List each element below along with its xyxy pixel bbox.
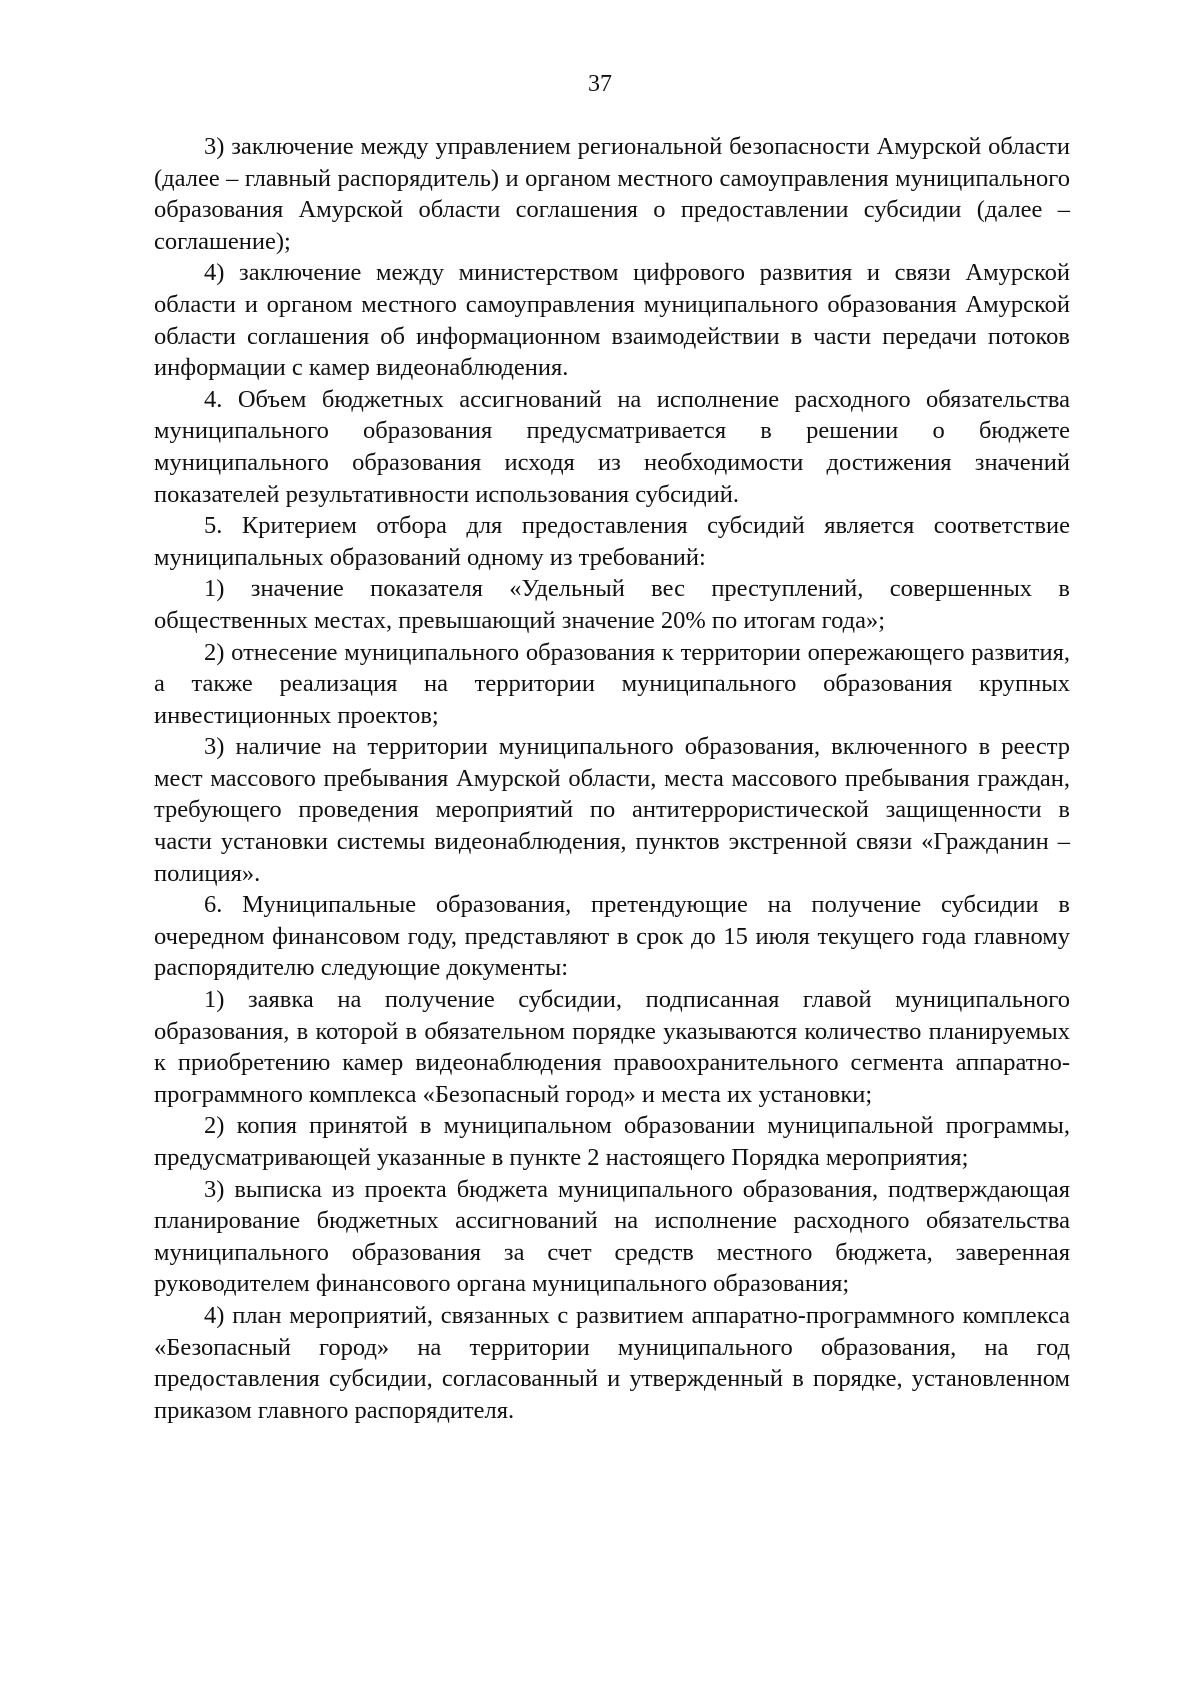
paragraph-criterion-crime-share: 1) значение показателя «Удельный вес преступлений, совершенных в общественных местах, превышающий значение 20% по итогам года»; [154, 575, 1070, 634]
paragraph-document-action-plan: 4) план мероприятий, связанных с развитием аппаратно-программного комплекса «Безопасный город» на территории муниципального образования, на год предоставления субсидии, согласованный и утвержденный в порядке, установленном приказом главного распорядителя. [154, 1301, 1070, 1424]
paragraph-criterion-advanced-development: 2) отнесение муниципального образования к территории опережающего развития, а также реализация на территории муниципального образования крупных инвестиционных проектов; [154, 638, 1070, 729]
paragraph-document-budget-extract: 3) выписка из проекта бюджета муниципального образования, подтверждающая планирование бюджетных ассигнований на исполнение расходного обязательства муниципального образования за счет средств местного бюджета, заверенная руководителем финансового органа муниципального образования; [154, 1175, 1070, 1298]
paragraph-budget-allocations: 4. Объем бюджетных ассигнований на исполнение расходного обязательства муниципального образования предусматривается в решении о бюджете муниципального образования исходя из необходимости достижения значений показателей результативности использования субсидий. [154, 385, 1070, 508]
paragraph-document-application: 1) заявка на получение субсидии, подписанная главой муниципального образования, в которой в обязательном порядке указываются количество планируемых к приобретению камер видеонаблюдения правоохранительного сегмента аппаратно-программного комплекса «Безопасный город» и места их установки; [154, 986, 1070, 1108]
paragraph-agreement-digital-ministry: 4) заключение между министерством цифрового развития и связи Амурской области и органом местного самоуправления муниципального образования Амурской области соглашения об информационном взаимодействии в части передачи потоков информации с камер видеонаблюдения. [154, 259, 1070, 382]
paragraph-documents-submission: 6. Муниципальные образования, претендующие на получение субсидии в очередном финансовом году, представляют в срок до 15 июля текущего года главному распорядителю следующие документы: [154, 891, 1070, 982]
paragraph-agreement-main-distributor: 3) заключение между управлением региональной безопасности Амурской области (далее – главный распорядитель) и органом местного самоуправления муниципального образования Амурской области соглашения о предоставлении субсидии (далее – соглашение); [154, 133, 1070, 255]
document-body [154, 131, 1070, 1426]
paragraph-document-program-copy: 2) копия принятой в муниципальном образовании муниципальной программы, предусматривающей указанные в пункте 2 настоящего Порядка мероприятия; [154, 1112, 1070, 1171]
page-number: 37 [588, 71, 612, 97]
paragraph-criterion-mass-gathering: 3) наличие на территории муниципального образования, включенного в реестр мест массового пребывания Амурской области, места массового пребывания граждан, требующего проведения мероприятий по антитеррористической защищенности в части установки системы видеонаблюдения, пунктов экстренной связи «Гражданин – полиция». [154, 733, 1070, 887]
paragraph-selection-criteria: 5. Критерием отбора для предоставления субсидий является соответствие муниципальных образований одному из требований: [154, 512, 1070, 571]
